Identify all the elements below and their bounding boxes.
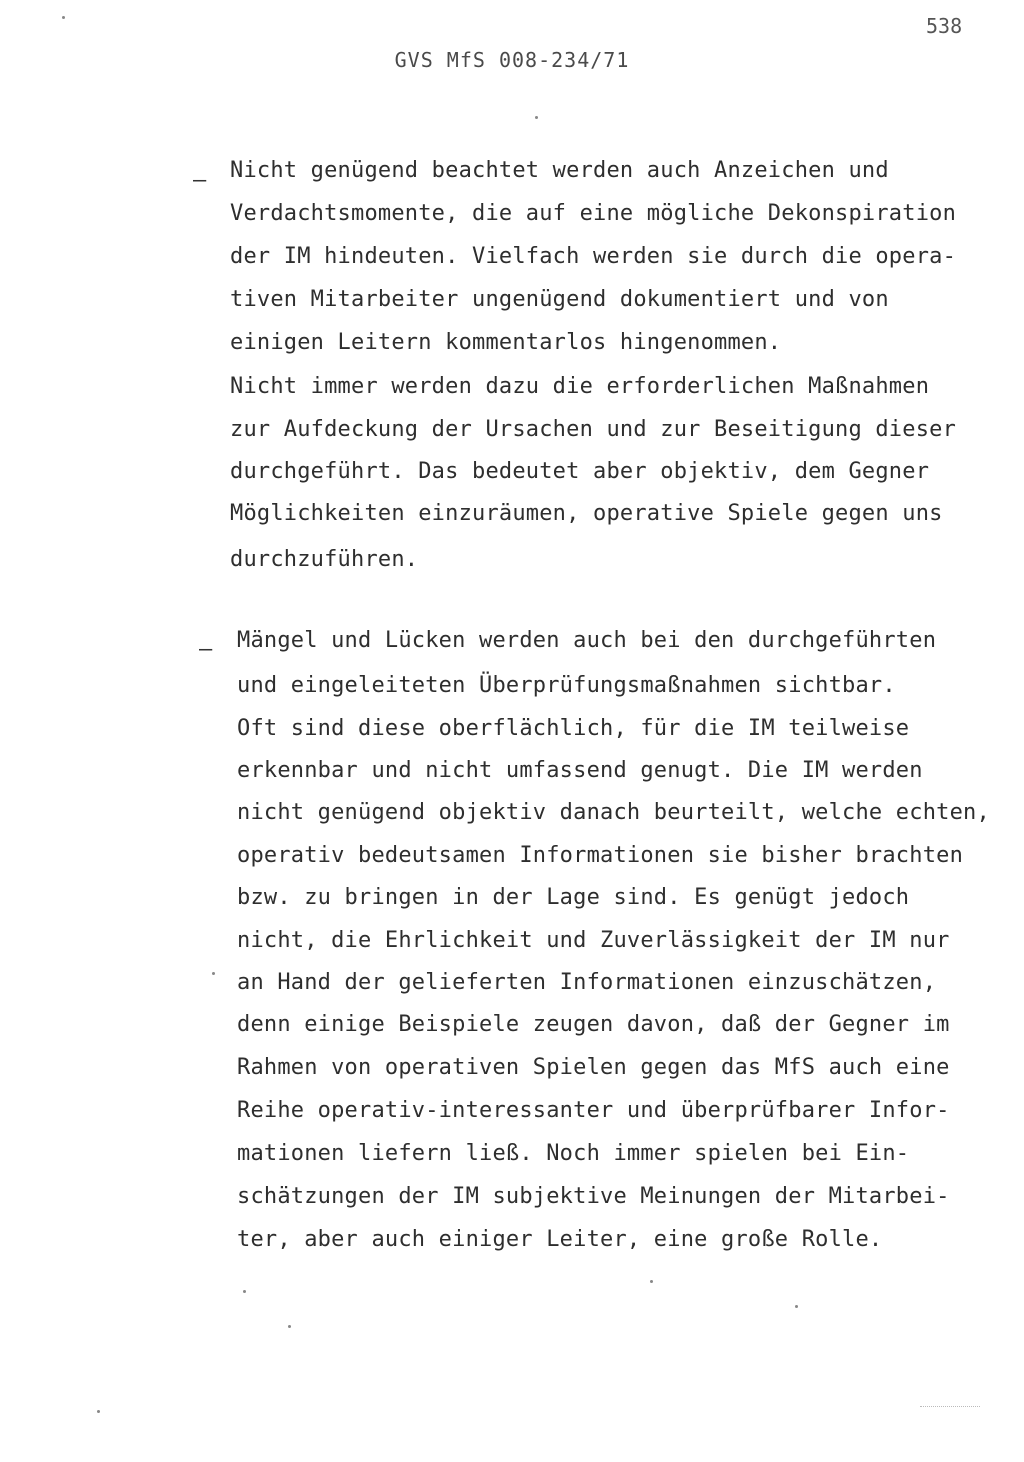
text-line: ter, aber auch einiger Leiter, eine große Rolle.	[237, 1227, 883, 1252]
scan-smudge	[920, 1400, 980, 1407]
text-line: zur Aufdeckung der Ursachen und zur Beseitigung dieser	[230, 417, 957, 442]
text-line: Mängel und Lücken werden auch bei den durchgeführten	[237, 628, 937, 653]
scan-speck	[212, 972, 215, 975]
text-line: und eingeleiteten Überprüfungsmaßnahmen sichtbar.	[237, 673, 896, 698]
text-line: bzw. zu bringen in der Lage sind. Es genügt jedoch	[237, 885, 910, 910]
scan-speck	[62, 16, 65, 19]
text-line: erkennbar und nicht umfassend genugt. Die IM werden	[237, 758, 923, 783]
text-line: einigen Leitern kommentarlos hingenommen.	[230, 330, 782, 355]
text-line: Verdachtsmomente, die auf eine mögliche Dekonspiration	[230, 201, 957, 226]
text-line: durchzuführen.	[230, 547, 419, 572]
text-line: nicht genügend objektiv danach beurteilt, welche echten,	[237, 800, 990, 825]
text-line: denn einige Beispiele zeugen davon, daß der Gegner im	[237, 1012, 950, 1037]
scan-speck	[795, 1305, 798, 1308]
bullet-dash: –	[193, 168, 207, 193]
text-line: Oft sind diese oberflächlich, für die IM teilweise	[237, 716, 910, 741]
text-line: Nicht immer werden dazu die erforderlichen Maßnahmen	[230, 374, 930, 399]
bullet-dash: –	[199, 637, 213, 662]
scan-speck	[97, 1410, 100, 1413]
text-line: durchgeführt. Das bedeutet aber objektiv, dem Gegner	[230, 459, 930, 484]
scan-speck	[535, 116, 538, 119]
page-number: 538	[926, 14, 963, 38]
text-line: Reihe operativ-interessanter und überprüfbarer Infor-	[237, 1098, 950, 1123]
text-line: an Hand der gelieferten Informationen einzuschätzen,	[237, 970, 937, 995]
text-line: Nicht genügend beachtet werden auch Anzeichen und	[230, 158, 889, 183]
document-header: GVS MfS 008-234/71	[394, 48, 630, 72]
text-line: Rahmen von operativen Spielen gegen das MfS auch eine	[237, 1055, 950, 1080]
text-line: der IM hindeuten. Vielfach werden sie durch die opera-	[230, 244, 957, 269]
text-line: tiven Mitarbeiter ungenügend dokumentiert und von	[230, 287, 889, 312]
text-line: operativ bedeutsamen Informationen sie bisher brachten	[237, 843, 964, 868]
text-line: schätzungen der IM subjektive Meinungen der Mitarbei-	[237, 1184, 950, 1209]
text-line: nicht, die Ehrlichkeit und Zuverlässigkeit der IM nur	[237, 928, 950, 953]
scan-speck	[243, 1290, 246, 1293]
text-line: mationen liefern ließ. Noch immer spielen bei Ein-	[237, 1141, 910, 1166]
scan-speck	[650, 1280, 653, 1283]
text-line: Möglichkeiten einzuräumen, operative Spiele gegen uns	[230, 501, 943, 526]
scan-speck	[288, 1325, 291, 1328]
